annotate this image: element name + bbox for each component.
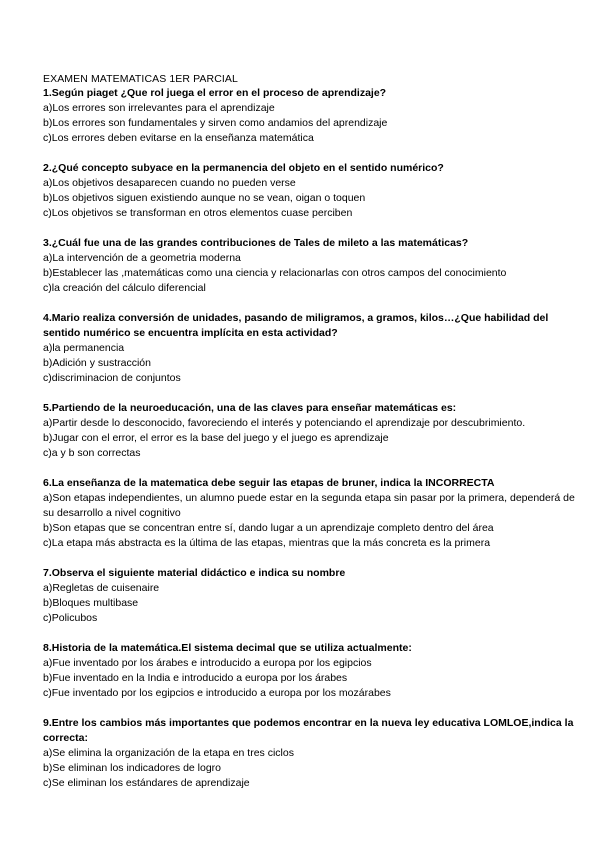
option-b: b)Los objetivos siguen existiendo aunque no se vean, oigan o toquen [43,192,366,204]
question-2 [43,161,588,221]
option-a: a)Regletas de cuisenaire [43,582,160,594]
question-3 [43,236,588,296]
option-a: a)Se elimina la organización de la etapa en tres ciclos [43,747,294,759]
option-c: c)Los objetivos se transforman en otros elementos cuase perciben [43,207,353,219]
option-c: c)La etapa más abstracta es la última de las etapas, mientras que la más concreta es la primera [43,537,491,549]
option-a: a)Partir desde lo desconocido, favoreciendo el interés y potenciando el aprendizaje por descubrimiento. [43,417,526,429]
option-b: b)Los errores son fundamentales y sirven como andamios del aprendizaje [43,117,388,129]
option-b: b)Bloques multibase [43,597,139,609]
option-c: c)la creación del cálculo diferencial [43,282,206,294]
question-text: 8.Historia de la matemática.El sistema decimal que se utiliza actualmente: [43,642,412,654]
option-b: b)Se eliminan los indicadores de logro [43,762,222,774]
option-b: b)Fue inventado en la India e introducido a europa por los árabes [43,672,348,684]
question-7 [43,566,588,626]
question-text: 5.Partiendo de la neuroeducación, una de las claves para enseñar matemáticas es: [43,402,457,414]
option-a: a)Los errores son irrelevantes para el aprendizaje [43,102,275,114]
option-a: a)Los objetivos desaparecen cuando no pueden verse [43,177,296,189]
question-text: 1.Según piaget ¿Que rol juega el error en el proceso de aprendizaje? [43,87,387,99]
question-9 [43,716,588,791]
option-c: c)Se eliminan los estándares de aprendizaje [43,777,250,789]
option-a: a)la permanencia [43,342,125,354]
question-text: 7.Observa el siguiente material didáctico e indica su nombre [43,567,346,579]
option-a: a)Son etapas independientes, un alumno puede estar en la segunda etapa sin pasar por la primera, dependerá de su desarrollo a nivel cognitivo [43,492,575,519]
question-text: 3.¿Cuál fue una de las grandes contribuciones de Tales de mileto a las matemáticas? [43,237,469,249]
option-b: b)Son etapas que se concentran entre sí, dando lugar a un aprendizaje completo dentro del área [43,522,494,534]
option-a: a)La intervención de a geometria moderna [43,252,241,264]
question-5 [43,401,588,461]
option-a: a)Fue inventado por los árabes e introducido a europa por los egipcios [43,657,372,669]
option-c: c)discriminacion de conjuntos [43,372,181,384]
question-1 [43,86,588,146]
option-b: b)Adición y sustracción [43,357,151,369]
option-c: c)Fue inventado por los egipcios e introducido a europa por los mozárabes [43,687,391,699]
option-b: b)Jugar con el error, el error es la base del juego y el juego es aprendizaje [43,432,389,444]
question-4 [43,311,588,386]
question-6 [43,476,588,551]
question-text: 4.Mario realiza conversión de unidades, pasando de miligramos, a gramos, kilos…¿Que habilidad del sentido numérico se encuentra implícita en esta actividad? [43,312,549,339]
option-c: c)a y b son correctas [43,447,141,459]
option-c: c)Policubos [43,612,98,624]
option-b: b)Establecer las ,matemáticas como una ciencia y relacionarlas con otros campos del conocimiento [43,267,507,279]
exam-title: EXAMEN MATEMATICAS 1ER PARCIAL [43,73,238,85]
question-text: 2.¿Qué concepto subyace en la permanencia del objeto en el sentido numérico? [43,162,444,174]
exam-page [43,72,588,806]
option-c: c)Los errores deben evitarse en la enseñanza matemática [43,132,314,144]
question-text: 9.Entre los cambios más importantes que podemos encontrar en la nueva ley educativa LOMLOE,indica la correcta: [43,717,574,744]
question-8 [43,641,588,701]
question-text: 6.La enseñanza de la matematica debe seguir las etapas de bruner, indica la INCORRECTA [43,477,495,489]
